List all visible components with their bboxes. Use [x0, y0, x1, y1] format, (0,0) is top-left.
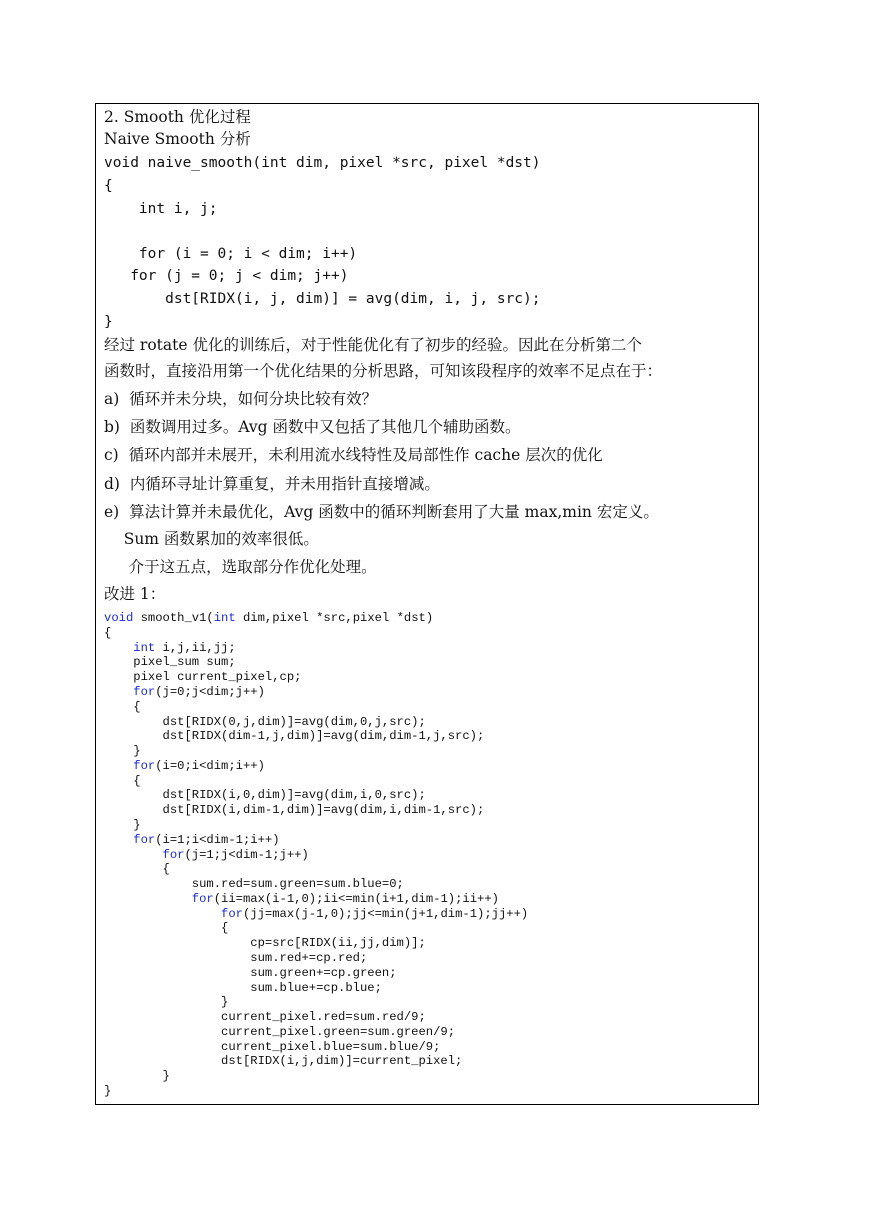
- code-line: }: [104, 1084, 112, 1098]
- code-line: cp=src[RIDX(ii,jj,dim)];: [104, 936, 426, 951]
- code-line: }: [104, 995, 229, 1010]
- code-line: for(i=1;i<dim-1;i++): [133, 832, 280, 847]
- list-item-d: d) 内循环寻址计算重复，并未用指针直接增减。: [104, 475, 440, 493]
- document-table-cell: [95, 103, 759, 1105]
- code-line: {: [104, 178, 113, 194]
- code-line: int i,j,ii,jj;: [133, 640, 236, 655]
- code-line: void smooth_v1(int dim,pixel *src,pixel *dst): [104, 611, 434, 625]
- code-line: {: [104, 773, 141, 788]
- paragraph-line: 经过 rotate 优化的训练后，对于性能优化有了初步的经验。因此在分析第二个: [104, 336, 642, 354]
- code-line: current_pixel.blue=sum.blue/9;: [104, 1039, 441, 1054]
- code-line: current_pixel.red=sum.red/9;: [104, 1010, 426, 1025]
- code-line: dst[RIDX(0,j,dim)]=avg(dim,0,j,src);: [104, 714, 426, 729]
- list-item-e-cont: Sum 函数累加的效率很低。: [104, 530, 319, 548]
- list-item-b: b) 函数调用过多。Avg 函数中又包括了其他几个辅助函数。: [104, 418, 521, 436]
- code-line: {: [104, 862, 170, 877]
- code-line: for (i = 0; i < dim; i++): [104, 246, 358, 262]
- code-line: for(jj=max(j-1,0);jj<=min(j+1,dim-1);jj++): [221, 906, 529, 921]
- code-line: dst[RIDX(dim-1,j,dim)]=avg(dim,dim-1,j,src);: [104, 729, 485, 744]
- code-line: dst[RIDX(i, j, dim)] = avg(dim, i, j, src);: [104, 291, 541, 307]
- code-line: dst[RIDX(i,0,dim)]=avg(dim,i,0,src);: [104, 788, 426, 803]
- code-line: pixel_sum sum;: [104, 655, 236, 670]
- code-line: sum.red+=cp.red;: [104, 950, 368, 965]
- section-heading: 2. Smooth 优化过程: [104, 108, 251, 126]
- code-line: for(ii=max(i-1,0);ii<=min(i+1,dim-1);ii++): [191, 891, 499, 906]
- list-item-e: e) 算法计算并未最优化，Avg 函数中的循环判断套用了大量 max,min 宏定义。: [104, 503, 659, 521]
- code-line: dst[RIDX(i,dim-1,dim)]=avg(dim,i,dim-1,src);: [104, 803, 485, 818]
- list-item-a: a) 循环并未分块，如何分块比较有效？: [104, 390, 378, 408]
- code-line: }: [104, 817, 141, 832]
- code-line: for(j=0;j<dim;j++): [133, 684, 265, 699]
- code-line: {: [104, 921, 229, 936]
- paragraph-line: 介于这五点，选取部分作优化处理。: [104, 558, 377, 576]
- code-line: }: [104, 744, 141, 758]
- code-line: for (j = 0; j < dim; j++): [104, 268, 349, 284]
- code-line: for(i=0;i<dim;i++): [133, 758, 265, 773]
- paragraph-line: 函数时，直接沿用第一个优化结果的分析思路，可知该段程序的效率不足点在于：: [104, 362, 663, 380]
- code-line: dst[RIDX(i,j,dim)]=current_pixel;: [104, 1054, 463, 1069]
- code-line: current_pixel.green=sum.green/9;: [104, 1024, 456, 1039]
- code-line: sum.green+=cp.green;: [104, 965, 397, 980]
- code-line: void naive_smooth(int dim, pixel *src, pixel *dst): [104, 155, 541, 171]
- code-line: sum.red=sum.green=sum.blue=0;: [104, 877, 404, 891]
- code-line: {: [104, 625, 112, 640]
- code-line: sum.blue+=cp.blue;: [104, 980, 382, 995]
- list-item-c: c) 循环内部并未展开，未利用流水线特性及局部性作 cache 层次的优化: [104, 446, 603, 464]
- code-line: {: [104, 699, 141, 714]
- code-line: int i, j;: [104, 201, 218, 217]
- subsection-heading: Naive Smooth 分析: [104, 130, 251, 148]
- improvement-heading: 改进 1：: [104, 585, 166, 603]
- code-line: }: [104, 1069, 170, 1084]
- code-line: }: [104, 314, 113, 330]
- code-line: for(j=1;j<dim-1;j++): [162, 847, 309, 862]
- code-line: pixel current_pixel,cp;: [104, 670, 302, 685]
